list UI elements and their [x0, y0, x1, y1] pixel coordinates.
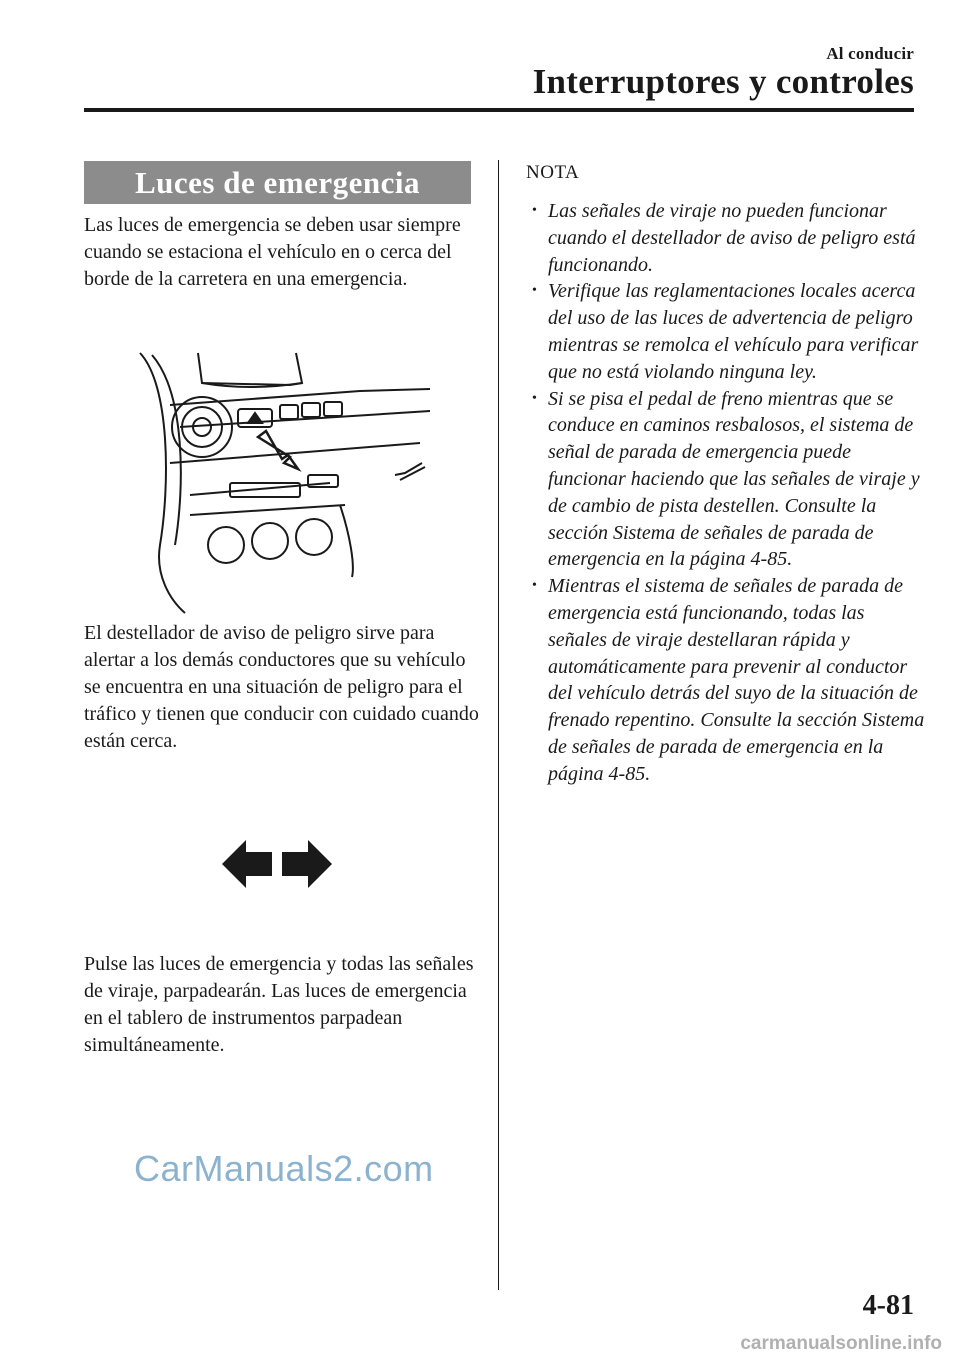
intro-paragraph: Las luces de emergencia se deben usar siempre cuando se estaciona el vehículo en o cerca del borde de la carretera en una emergencia.	[84, 214, 461, 290]
turn-signal-left-arrow-icon	[222, 840, 272, 888]
section-banner: Luces de emergencia	[84, 161, 471, 204]
dashboard-hazard-switch-illustration	[130, 345, 440, 615]
header-section: Al conducir	[826, 44, 914, 63]
usage-paragraph: Pulse las luces de emergencia y todas las señales de viraje, parpadearán. Las luces de emergencia en el tablero de instrumentos parpadean simultáneamente.	[84, 953, 474, 1056]
note-list	[526, 198, 926, 788]
note-item: • Verifique las reglamentaciones locales acerca del uso de las luces de advertencia de peligro mientras se remolca el vehículo para verificar que no está violando ninguna ley.	[532, 280, 919, 383]
hazard-description-paragraph: El destellador de aviso de peligro sirve para alertar a los demás conductores que su vehículo se encuentra en una situación de peligro para el tráfico y tienen que conducir con cuidado cuando están cerca.	[84, 622, 479, 752]
bullet-icon: •	[532, 283, 537, 299]
turn-signal-right-arrow-icon	[282, 840, 332, 888]
note-item: • Las señales de viraje no pueden funcionar cuando el destellador de aviso de peligro está funcionando.	[532, 200, 916, 276]
header-title: Interruptores y controles	[532, 62, 914, 101]
footer-watermark: carmanualsonline.info	[740, 1333, 942, 1354]
note-item: • Mientras el sistema de señales de parada de emergencia está funcionando, todas las señales de viraje destellaran rápida y automáticamente para prevenir al conductor del vehículo detrás del suyo de la situación de frenado repentino. Consulte la sección Sistema de señales de parada de emergencia en la página 4-85.	[532, 575, 925, 785]
bullet-icon: •	[532, 390, 537, 406]
note-item: • Si se pisa el pedal de freno mientras que se conduce en caminos resbalosos, el sistema de señal de parada de emergencia puede funcionar haciendo que las señales de viraje y de cambio de pista destellen. Consulte la sección Sistema de señales de parada de emergencia en la página 4-85.	[532, 387, 920, 571]
column-divider	[498, 160, 499, 1290]
bullet-icon: •	[532, 203, 537, 218]
header-rule	[84, 108, 914, 112]
watermark: CarManuals2.com	[134, 1148, 434, 1189]
bullet-icon: •	[532, 578, 537, 594]
note-heading: NOTA	[526, 162, 580, 183]
page-number: 4-81	[862, 1290, 914, 1321]
